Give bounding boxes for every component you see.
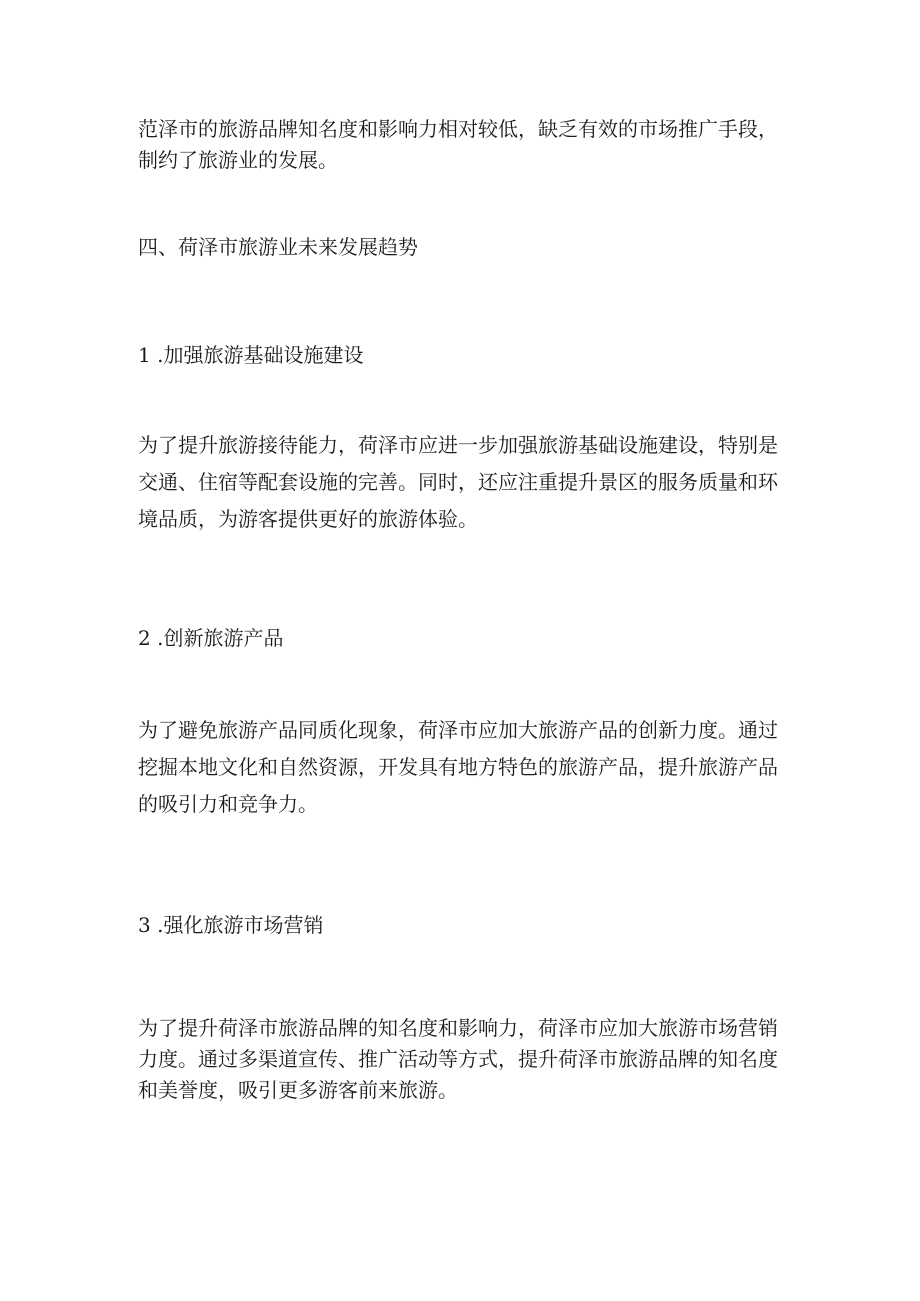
item-number: 2 xyxy=(138,626,151,650)
item-heading-2 xyxy=(138,623,788,654)
item-heading-3 xyxy=(138,910,788,941)
item-body-3: 为了提升荷泽市旅游品牌的知名度和影响力，荷泽市应加大旅游市场营销力度。通过多渠道宣传、推广活动等方式，提升荷泽市旅游品牌的知名度和美誉度，吸引更多游客前来旅游。 xyxy=(138,1016,778,1102)
item-number: 3 xyxy=(138,913,151,937)
item-title: .加强旅游基础设施建设 xyxy=(157,343,364,367)
item-number: 1 xyxy=(138,343,151,367)
item-title: .创新旅游产品 xyxy=(157,626,284,650)
item-body-2: 为了避免旅游产品同质化现象，荷泽市应加大旅游产品的创新力度。通过挖掘本地文化和自然资源，开发具有地方特色的旅游产品，提升旅游产品的吸引力和竞争力。 xyxy=(138,718,778,816)
item-title: .强化旅游市场营销 xyxy=(157,913,324,937)
item-heading-1 xyxy=(138,340,788,371)
paragraph-brand-awareness: 范泽市的旅游品牌知名度和影响力相对较低，缺乏有效的市场推广手段，制约了旅游业的发展。 xyxy=(138,117,778,172)
item-body-1: 为了提升旅游接待能力，荷泽市应进一步加强旅游基础设施建设，特别是交通、住宿等配套设施的完善。同时，还应注重提升景区的服务质量和环境品质，为游客提供更好的旅游体验。 xyxy=(138,433,778,531)
section-heading: 四、荷泽市旅游业未来发展趋势 xyxy=(138,235,418,259)
